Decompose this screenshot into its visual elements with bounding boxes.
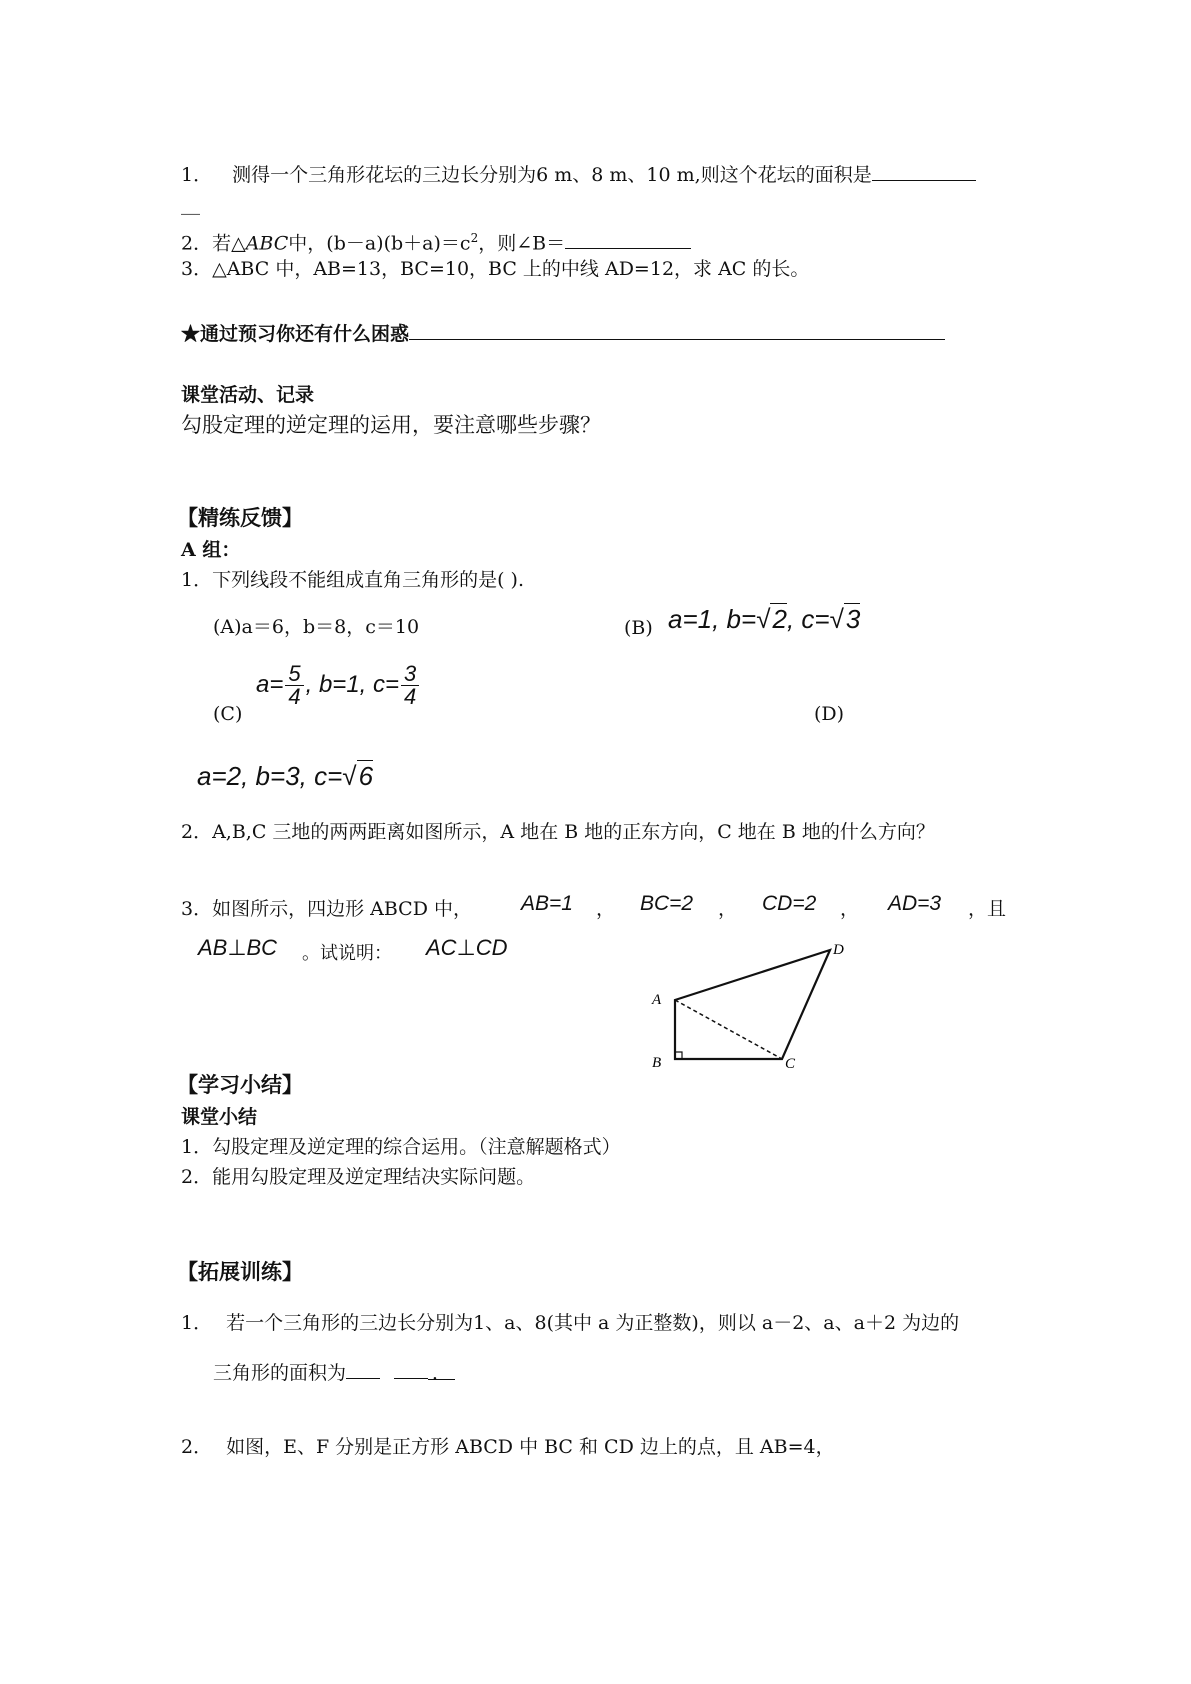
option-d-label: (D) — [814, 703, 845, 725]
q3-bc: BC=2 — [640, 892, 694, 915]
option-b-part: , c= — [786, 604, 830, 634]
summary-item-2: 2．能用勾股定理及逆定理结决实际问题。 — [181, 1166, 536, 1188]
radicand: 2 — [772, 604, 787, 634]
denominator: 4 — [288, 684, 301, 710]
q3-perp-ab-bc: AB⊥BC — [198, 935, 278, 960]
q3-comma: ， — [718, 898, 738, 920]
label-d: D — [833, 942, 844, 958]
q2-exponent: 2 — [470, 231, 479, 245]
quadrilateral-figure — [640, 940, 860, 1070]
q1-number: 1． — [181, 164, 213, 186]
practice-q1: 1．下列线段不能组成直角三角形的是( ). — [181, 569, 524, 591]
period: ． — [428, 1361, 455, 1380]
extend-q1-text: 若一个三角形的三边长分别为1、a、8(其中 a 为正整数)，则以 a－2、a、a＋2 为边的 — [226, 1312, 960, 1334]
denominator: 4 — [404, 684, 417, 710]
extend-q1-text: 三角形的面积为 — [213, 1362, 347, 1384]
sqrt-6: √6 — [342, 761, 374, 791]
preview-q1 — [181, 162, 976, 187]
label-a: A — [652, 992, 662, 1008]
practice-q3-intro: 3．如图所示，四边形 ABCD 中， — [181, 898, 472, 920]
q2-number: 2．若△ — [181, 232, 246, 255]
q3-perp-ac-cd: AC⊥CD — [426, 935, 508, 960]
q3-try-explain: 。试说明： — [302, 943, 392, 964]
activity-heading: 课堂活动、记录 — [181, 384, 315, 406]
q3-cd: CD=2 — [762, 892, 817, 915]
numerator: 3 — [401, 663, 419, 686]
sqrt-3: √3 — [829, 604, 861, 634]
extend-q1 — [181, 1311, 959, 1335]
confusion-blank[interactable] — [409, 321, 945, 340]
option-d-expression — [197, 760, 373, 792]
preview-q2 — [181, 226, 691, 255]
extend-q1-number: 1． — [181, 1312, 213, 1334]
radicand: 6 — [358, 761, 374, 791]
practice-q2: 2．A,B,C 三地的两两距离如图所示，A 地在 B 地的正东方向，C 地在 B 地的什么方向？ — [181, 821, 935, 843]
sqrt-2: √2 — [756, 604, 787, 634]
q2-expression: 中，(b－a)(b＋a)＝c — [288, 232, 471, 255]
answer-blank[interactable] — [565, 230, 691, 249]
confusion-line — [181, 321, 945, 346]
extend-q1-line2 — [213, 1360, 455, 1385]
quadrilateral-abcd — [675, 950, 830, 1059]
practice-heading: 【精练反馈】 — [177, 505, 303, 530]
q1-text: 测得一个三角形花坛的三边长分别为6 m、8 m、10 m,则这个花坛的面积是 — [232, 164, 872, 186]
summary-sub: 课堂小结 — [181, 1106, 258, 1128]
option-a: (A)a＝6，b＝8，c＝10 — [213, 616, 420, 638]
preview-q3: 3．△ABC 中，AB=13，BC=10，BC 上的中线 AD=12，求 AC 的长。 — [181, 258, 810, 280]
extend-q2-number: 2． — [181, 1436, 213, 1458]
extend-q2 — [181, 1435, 835, 1459]
label-b: B — [652, 1055, 662, 1070]
option-b-part: a=1, b= — [668, 604, 757, 634]
option-d-part: a=2, b=3, c= — [197, 761, 343, 791]
answer-blank[interactable] — [872, 162, 976, 181]
summary-heading: 【学习小结】 — [177, 1072, 303, 1097]
option-b-expression — [668, 603, 860, 635]
q2-angle: ，则∠B＝ — [478, 232, 566, 255]
confusion-label: ★通过预习你还有什么困惑 — [181, 323, 410, 345]
answer-blank[interactable] — [394, 1360, 428, 1379]
option-b-label: (B) — [624, 617, 653, 639]
summary-item-1: 1．勾股定理及逆定理的综合运用。（注意解题格式） — [181, 1136, 621, 1158]
option-c-part: , b=1, c= — [305, 671, 400, 698]
option-c-part: a= — [256, 671, 284, 698]
option-c-label: (C) — [213, 703, 243, 725]
q2-triangle: ABC — [245, 232, 289, 255]
answer-blank[interactable] — [346, 1360, 380, 1379]
radicand: 3 — [845, 604, 861, 634]
option-c-expression — [256, 660, 421, 710]
activity-question: 勾股定理的逆定理的运用，要注意哪些步骤？ — [181, 413, 601, 437]
fraction-3-4 — [401, 663, 419, 708]
preview-q1-tail: __ — [181, 193, 200, 215]
q3-and: ，且 — [968, 898, 1007, 920]
numerator: 5 — [285, 663, 303, 686]
q3-comma: ， — [840, 898, 860, 920]
q3-comma: ， — [596, 898, 616, 920]
label-c: C — [785, 1056, 796, 1070]
diagonal-ac — [675, 1000, 782, 1059]
group-a-label: A 组： — [181, 539, 241, 561]
extend-heading: 【拓展训练】 — [177, 1259, 303, 1284]
q3-ab: AB=1 — [521, 892, 573, 915]
extend-q2-text: 如图，E、F 分别是正方形 ABCD 中 BC 和 CD 边上的点，且 AB=4， — [226, 1436, 835, 1458]
q3-ad: AD=3 — [888, 892, 942, 915]
fraction-5-4 — [285, 663, 303, 708]
